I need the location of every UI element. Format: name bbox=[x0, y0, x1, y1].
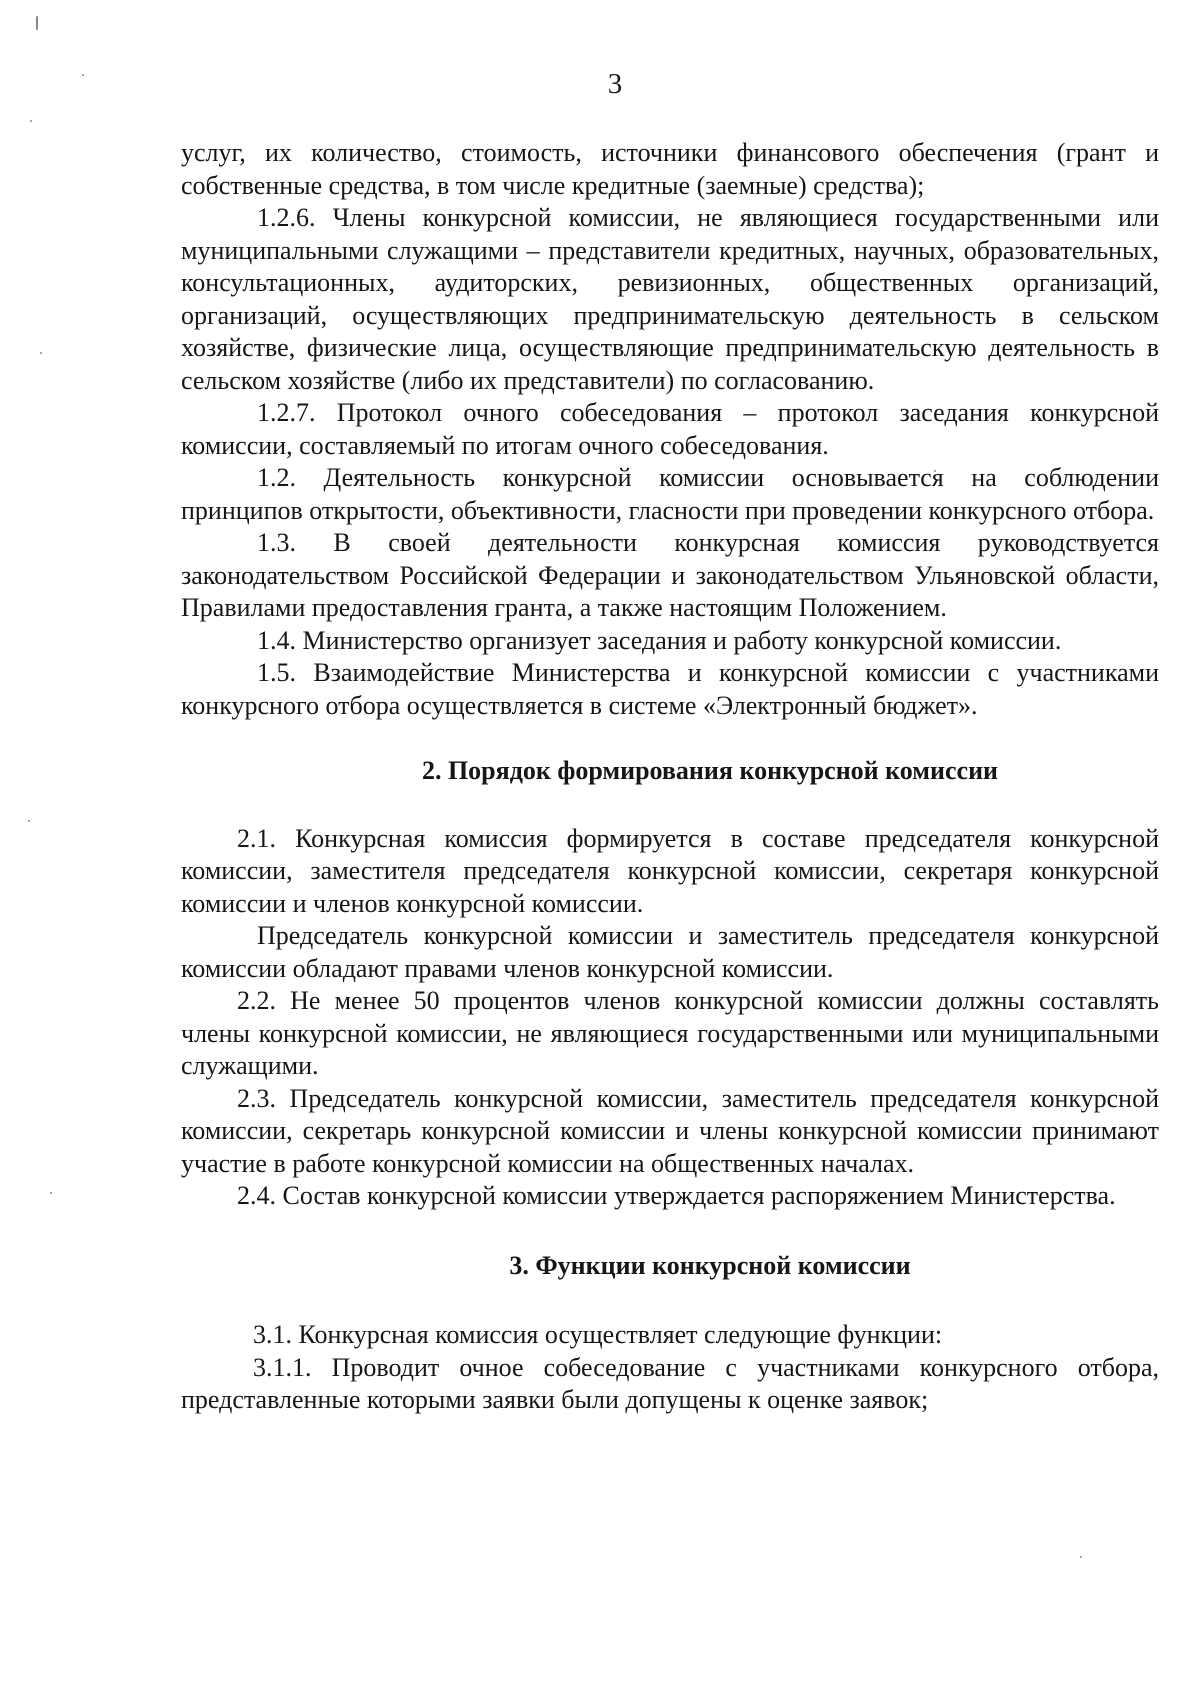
paragraph-1-5: 1.5. Взаимодействие Министерства и конкурсной комиссии с участниками конкурсного отбора осуществляется в системе «Электронный бюджет». bbox=[181, 658, 1159, 720]
paragraph-2-3: 2.3. Председатель конкурсной комиссии, заместитель председателя конкурсной комиссии, секретарь конкурсной комиссии и члены конкурсной комиссии принимают участие в работе конкурсной комиссии на общественных началах. bbox=[181, 1083, 1159, 1178]
document-body bbox=[181, 137, 1159, 1417]
paragraph-3-1-1: 3.1.1. Проводит очное собеседование с участниками конкурсного отбора, представленные которыми заявки были допущены к оценке заявок; bbox=[181, 1352, 1159, 1414]
paragraph-2-1-chair-rights: Председатель конкурсной комиссии и заместитель председателя конкурсной комиссии обладают правами членов конкурсной комиссии. bbox=[181, 921, 1159, 983]
section-2-heading: 2. Порядок формирования конкурсной комиссии bbox=[421, 756, 999, 785]
paragraph-2-4: 2.4. Состав конкурсной комиссии утверждается распоряжением Министерства. bbox=[237, 1181, 1116, 1210]
paragraph-3-1: 3.1. Конкурсная комиссия осуществляет следующие функции: bbox=[253, 1320, 943, 1349]
paragraph-1-3: 1.3. В своей деятельности конкурсная комиссия руководствуется законодательством Российской Федерации и законодательством Ульяновской области, Правилами предоставления гранта, а также настоящим Положением. bbox=[181, 528, 1159, 622]
paragraph-1-2-6: 1.2.6. Члены конкурсной комиссии, не являющиеся государственными или муниципальными служащими – представители кредитных, научных, образовательных, консультационных, аудиторских, ревизионных, общественных организаций, организаций, осуществляющих предпринимательскую деятельность в сельском хозяйстве, физические лица, осуществляющие предпринимательскую деятельность в сельском хозяйстве (либо их представители) по согласованию. bbox=[181, 203, 1159, 395]
paragraph-1-4: 1.4. Министерство организует заседания и работу конкурсной комиссии. bbox=[257, 625, 1062, 655]
paragraph-services-continuation: услуг, их количество, стоимость, источники финансового обеспечения (грант и собственные средства, в том числе кредитные (заемные) средства); bbox=[181, 138, 1159, 200]
page-number: 3 bbox=[607, 68, 623, 100]
paragraph-1-2: 1.2. Деятельность конкурсной комиссии основывается на соблюдении принципов открытости, объективности, гласности при проведении конкурсного отбора. bbox=[181, 463, 1159, 525]
paragraph-1-2-7: 1.2.7. Протокол очного собеседования – протокол заседания конкурсной комиссии, составляемый по итогам очного собеседования. bbox=[181, 398, 1159, 460]
paragraph-2-1: 2.1. Конкурсная комиссия формируется в составе председателя конкурсной комиссии, заместителя председателя конкурсной комиссии, секретаря конкурсной комиссии и членов конкурсной комиссии. bbox=[181, 823, 1159, 918]
section-3-heading: 3. Функции конкурсной комиссии bbox=[509, 1250, 911, 1280]
paragraph-2-2: 2.2. Не менее 50 процентов членов конкурсной комиссии должны составлять члены конкурсной комиссии, не являющиеся государственными или муниципальными служащими. bbox=[181, 986, 1159, 1080]
